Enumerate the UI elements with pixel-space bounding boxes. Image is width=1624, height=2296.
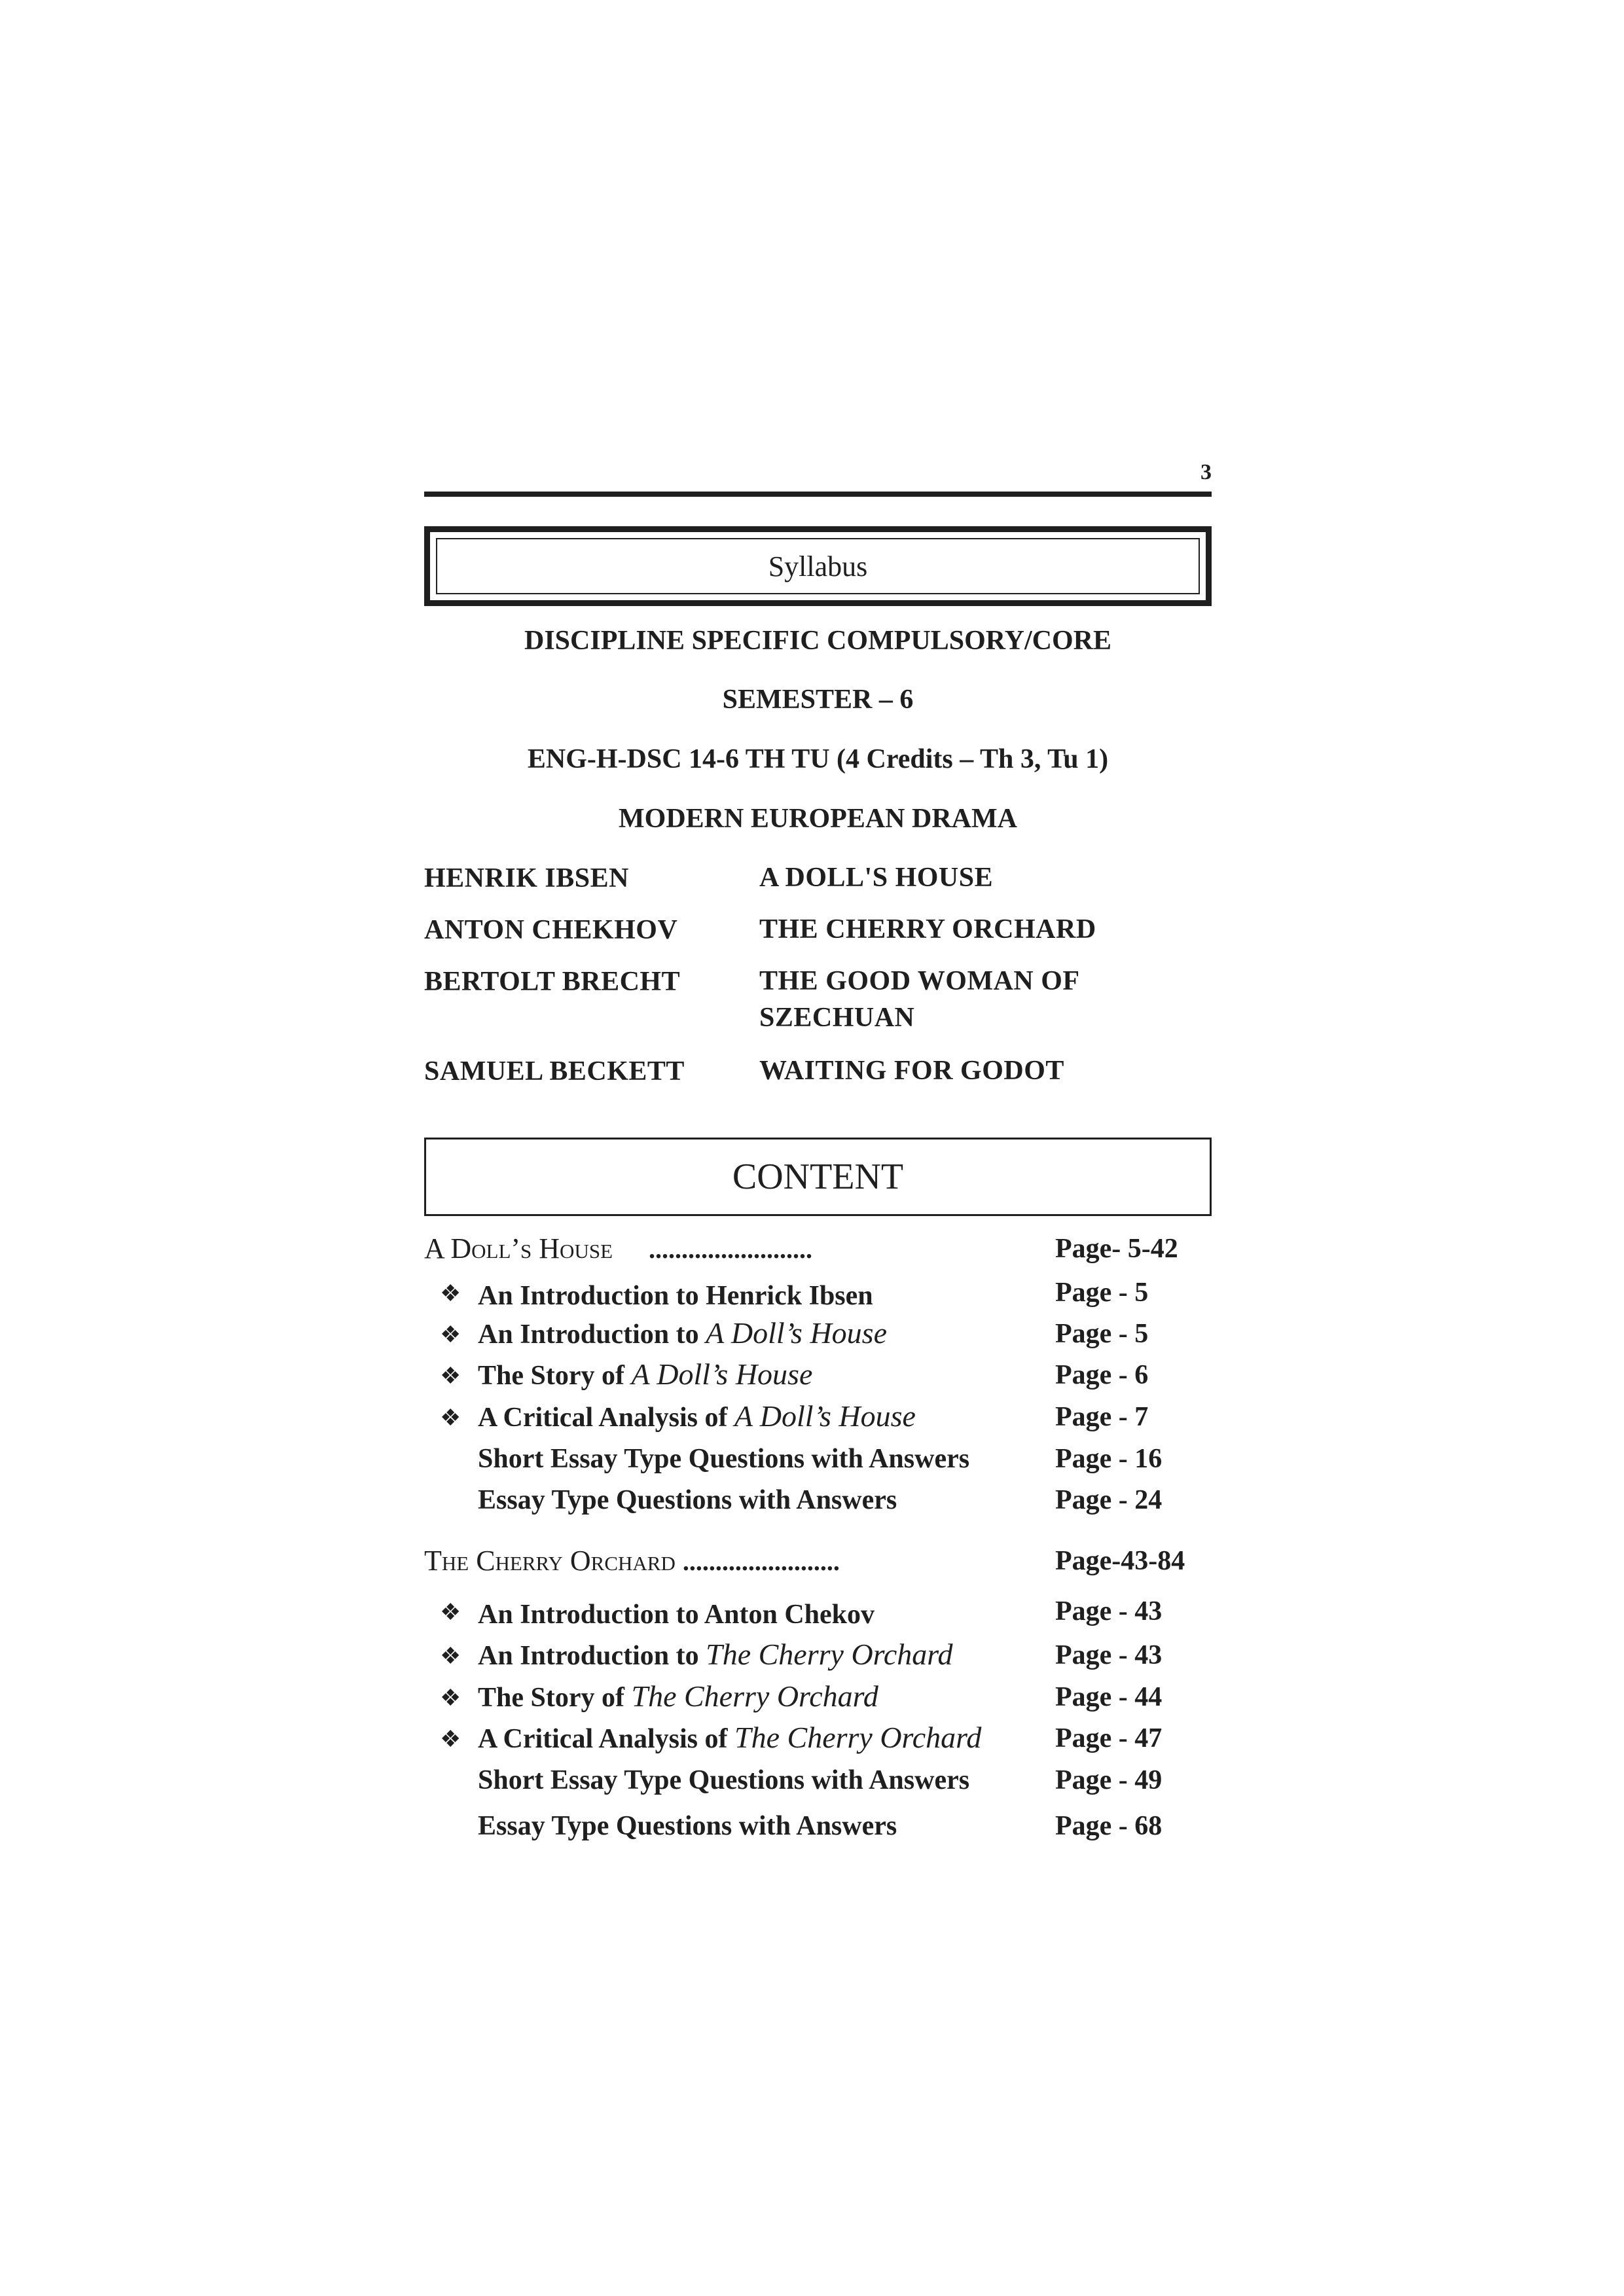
section-title [424,1232,812,1265]
toc-item-text: An Introduction to Henrick Ibsen [478,1281,873,1311]
semester-line: SEMESTER – 6 [722,685,914,715]
toc-item [478,1810,897,1842]
author-name: BERTOLT BRECHT [424,967,681,997]
toc-item-text: Short Essay Type Questions with Answers [478,1765,970,1795]
toc-item [478,1596,875,1630]
course-title-line: MODERN EUROPEAN DRAMA [619,804,1017,834]
play-title: WAITING FOR GODOT [759,1056,1064,1086]
author-name: ANTON CHEKHOV [424,915,678,945]
toc-item [478,1484,897,1516]
syllabus-heading-box [424,526,1212,606]
toc-item-italic: A Doll’s House [706,1316,888,1350]
toc-item-page: Page - 5 [1055,1319,1149,1349]
toc-item-text: An Introduction to [478,1319,706,1350]
discipline-line: DISCIPLINE SPECIFIC COMPULSORY/CORE [524,626,1111,656]
author-name: SAMUEL BECKETT [424,1056,685,1086]
section-page-range: Page- 5-42 [1055,1234,1178,1264]
toc-item-text: Essay Type Questions with Answers [478,1485,897,1515]
play-title: THE CHERRY ORCHARD [759,914,1096,944]
toc-item-italic: The Cherry Orchard [734,1721,982,1754]
toc-item-page: Page - 49 [1055,1765,1163,1795]
toc-item [478,1316,887,1350]
toc-item-page: Page - 16 [1055,1444,1163,1474]
page-number: 3 [1200,460,1212,484]
toc-item [478,1357,812,1391]
section-title-text: The Cherry Orchard [424,1545,676,1577]
toc-item-text: The Story of [478,1683,632,1713]
toc-item-page: Page - 44 [1055,1682,1163,1712]
toc-item-italic: A Doll’s House [631,1357,813,1391]
toc-item-page: Page - 24 [1055,1485,1163,1515]
diamond-bullet-icon: ❖ [440,1363,461,1389]
toc-item-page: Page - 68 [1055,1811,1163,1841]
toc-item [478,1443,969,1475]
toc-item-italic: The Cherry Orchard [706,1638,953,1671]
syllabus-heading: Syllabus [436,538,1200,594]
toc-item [478,1720,981,1755]
toc-item-page: Page - 7 [1055,1402,1149,1432]
play-title: THE GOOD WOMAN OF SZECHUAN [759,966,1079,1033]
section-title [424,1544,840,1577]
toc-item-page: Page - 47 [1055,1723,1163,1753]
toc-item-text: A Critical Analysis of [478,1403,735,1433]
diamond-bullet-icon: ❖ [440,1321,461,1348]
toc-item-text: An Introduction to Anton Chekov [478,1600,875,1630]
leader-dots: ......................... [649,1234,813,1264]
toc-item-text: Essay Type Questions with Answers [478,1811,897,1841]
play-title: A DOLL'S HOUSE [759,863,994,893]
diamond-bullet-icon: ❖ [440,1405,461,1431]
diamond-bullet-icon: ❖ [440,1643,461,1669]
toc-item-italic: The Cherry Orchard [631,1679,878,1713]
header-rule [424,492,1212,497]
diamond-bullet-icon: ❖ [440,1685,461,1711]
toc-item [478,1399,916,1433]
toc-item [478,1765,969,1796]
toc-item-page: Page - 6 [1055,1360,1149,1390]
toc-item-text: The Story of [478,1361,632,1391]
toc-item-text: Short Essay Type Questions with Answers [478,1444,970,1474]
section-page-range: Page-43-84 [1055,1546,1185,1576]
diamond-bullet-icon: ❖ [440,1599,461,1625]
toc-item-page: Page - 43 [1055,1640,1163,1670]
author-name: HENRIK IBSEN [424,863,629,893]
toc-item-italic: A Doll’s House [734,1399,916,1433]
toc-item-text: An Introduction to [478,1641,706,1671]
toc-item [478,1277,873,1312]
content-heading: CONTENT [424,1138,1212,1216]
diamond-bullet-icon: ❖ [440,1280,461,1306]
toc-item [478,1679,878,1713]
leader-dots: ........................ [682,1547,840,1576]
toc-item-text: A Critical Analysis of [478,1724,735,1754]
toc-item-page: Page - 5 [1055,1278,1149,1308]
diamond-bullet-icon: ❖ [440,1726,461,1752]
section-title-text: A Doll’s House [424,1232,613,1265]
toc-item [478,1637,952,1672]
toc-item-page: Page - 43 [1055,1596,1163,1626]
course-code-line: ENG-H-DSC 14-6 TH TU (4 Credits – Th 3, Tu 1) [527,744,1109,774]
